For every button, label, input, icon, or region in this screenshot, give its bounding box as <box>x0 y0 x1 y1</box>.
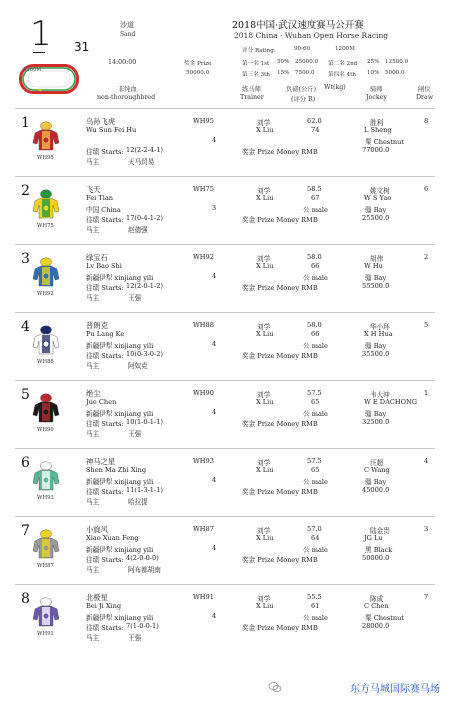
jockey-silks-icon <box>32 529 60 559</box>
trainer-en: X Liu <box>256 126 274 134</box>
starts-record: 11(1-3-1-1) <box>126 486 163 494</box>
entry-row <box>0 453 450 521</box>
entry-row <box>0 521 450 589</box>
prize-4th-label: 第四名 4th <box>328 72 356 78</box>
horse-code: WH93 <box>37 495 54 501</box>
entry-count: 4 <box>212 272 217 280</box>
weight-kg: 62.0 <box>307 117 322 125</box>
horse-name-en: Lv Bao Shi <box>86 262 122 270</box>
entry-row <box>0 317 450 385</box>
owner-name: 王强 <box>128 430 142 438</box>
horse-code-secondary: WH93 <box>193 457 214 465</box>
prize-3rd-amount: 7500.0 <box>295 70 315 76</box>
jockey-en: JG Lu <box>364 534 383 542</box>
owner-label: 马主 <box>86 566 100 574</box>
watermark-text: 东方马城国际赛马场 <box>350 684 440 695</box>
prize-total: 50000.0 <box>186 70 210 76</box>
jockey-en: C Chen <box>364 602 389 610</box>
trainer-cn: 刘学 <box>257 527 271 535</box>
entry-divider <box>15 176 435 177</box>
prize-money-amount: 50000.0 <box>362 554 390 562</box>
entry-row <box>0 589 450 657</box>
jockey-en: L Sheng <box>364 126 392 134</box>
entry-row <box>0 249 450 317</box>
jockey-en: W E DACHONG <box>364 398 418 406</box>
rating-value: 66 <box>311 262 320 270</box>
horse-number: 7 <box>21 523 30 539</box>
trainer-en: X Liu <box>256 262 274 270</box>
trainer-cn: 刘学 <box>257 459 271 467</box>
horse-origin: 新疆伊犁 xinjiang yili <box>86 342 154 350</box>
starts-label: 往绩 Starts: <box>86 284 124 292</box>
draw-number: 4 <box>424 457 429 465</box>
entry-divider <box>15 584 435 585</box>
trainer-cn: 刘学 <box>257 119 271 127</box>
owner-name: 哈拉提 <box>128 498 148 506</box>
horse-code: WH75 <box>37 223 54 229</box>
owner-label: 马主 <box>86 158 100 166</box>
trainer-en: X Liu <box>256 398 274 406</box>
owner-label: 马主 <box>86 362 100 370</box>
horse-name-cn: 普朗克 <box>86 321 108 330</box>
prize-2nd-pct: 25% <box>367 59 380 65</box>
trainer-en: X Liu <box>256 602 274 610</box>
jockey-en: W S Yao <box>364 194 392 202</box>
trainer-cn: 刘学 <box>257 187 271 195</box>
col-weight-en: (评分 R) <box>291 96 316 103</box>
starts-record: 12(2-0-1-2) <box>126 282 163 290</box>
prize-2nd-amount: 12500.0 <box>385 59 409 65</box>
horse-sex: 公 male <box>303 546 328 554</box>
jockey-cn: 华小环 <box>370 323 390 331</box>
surface-cn: 沙道 <box>120 21 134 29</box>
horse-code: WH87 <box>37 563 54 569</box>
horse-code-secondary: WH87 <box>193 525 214 533</box>
col-trainer-cn: 练马师 <box>242 86 261 93</box>
horse-name-cn: 北极星 <box>86 593 108 602</box>
trainer-en: X Liu <box>256 466 274 474</box>
jockey-silks-icon <box>32 189 60 219</box>
starts-label: 往绩 Starts: <box>86 352 124 360</box>
breed-en: non-thoroughbred <box>97 94 156 101</box>
draw-number: 1 <box>424 389 429 397</box>
jockey-cn: 汪超 <box>370 459 384 467</box>
owner-label: 马主 <box>86 430 100 438</box>
col-weight-cn: 负磅(公斤) <box>286 86 317 93</box>
race-number-secondary: 31 <box>74 40 90 54</box>
prize-money-amount: 77000.0 <box>362 146 390 154</box>
rating-value: 67 <box>311 194 320 202</box>
entry-divider <box>15 516 435 517</box>
horse-number: 6 <box>21 455 30 471</box>
jockey-en: W Hu <box>364 262 383 270</box>
jockey-cn: 韦大冲 <box>370 391 390 399</box>
horse-origin: 新疆伊犁 xinjiang yili <box>86 478 154 486</box>
horse-origin: 新疆伊犁 xinjiang yili <box>86 614 154 622</box>
race-title-cn: 2018中国·武汉速度赛马公开赛 <box>232 20 364 31</box>
starts-label: 往绩 Starts: <box>86 488 124 496</box>
race-time: 14:00:00 <box>108 59 137 66</box>
prize-money-amount: 32500.0 <box>362 418 390 426</box>
col-draw-cn: 闸位 <box>418 86 431 93</box>
entry-divider <box>15 380 435 381</box>
horse-name-en: Fei Tian <box>86 194 114 202</box>
horse-sex: 公 male <box>303 274 328 282</box>
entry-count: 4 <box>212 612 217 620</box>
prize-money-label: 奖金 Prize Money RMB <box>242 216 318 224</box>
horse-code: WH90 <box>37 427 54 433</box>
entry-row <box>0 385 450 453</box>
prize-money-label: 奖金 Prize Money RMB <box>242 488 318 496</box>
horse-number: 3 <box>21 251 30 267</box>
starts-label: 往绩 Starts: <box>86 148 124 156</box>
rating-value: 65 <box>311 398 320 406</box>
horse-code: WH95 <box>37 155 54 161</box>
starts-label: 往绩 Starts: <box>86 420 124 428</box>
horse-name-en: Shen Ma Zhi Xing <box>86 466 147 474</box>
entry-count: 4 <box>212 408 217 416</box>
entry-divider <box>15 108 435 109</box>
entry-row <box>0 113 450 181</box>
horse-origin: 中国 China <box>86 206 121 214</box>
owner-name: 赵德强 <box>128 226 148 234</box>
jockey-en: X H Hua <box>364 330 393 338</box>
horse-code-secondary: WH91 <box>193 593 214 601</box>
horse-origin: 新疆伊犁 xinjiang yili <box>86 274 154 282</box>
owner-name: 王强 <box>128 634 142 642</box>
horse-origin: 新疆伊犁 xinjiang yili <box>86 546 154 554</box>
prize-money-label: 奖金 Prize Money RMB <box>242 352 318 360</box>
prize-money-label: 奖金 Prize Money RMB <box>242 556 318 564</box>
starts-record: 17(0-4-1-2) <box>126 214 163 222</box>
col-jockey-cn: 骑师 <box>370 86 383 93</box>
breed-cn: 非纯血 <box>118 86 137 93</box>
trainer-en: X Liu <box>256 534 274 542</box>
jockey-silks-icon <box>32 257 60 287</box>
horse-name-en: Xiao Xuan Feng <box>86 534 139 542</box>
owner-label: 马主 <box>86 226 100 234</box>
prize-2nd-label: 第二名 2nd <box>328 61 358 67</box>
race-title-en: 2018 China · Wuhan Open Horse Racing <box>234 31 389 40</box>
prize-money-label: 奖金 Prize Money RMB <box>242 420 318 428</box>
trainer-cn: 刘学 <box>257 595 271 603</box>
rating-value: 64 <box>311 534 320 542</box>
starts-record: 10(0-3-0-2) <box>126 350 163 358</box>
horse-color: 骝 Bay <box>365 410 387 418</box>
starts-label: 往绩 Starts: <box>86 624 124 632</box>
prize-4th-pct: 10% <box>367 70 380 76</box>
race-number: 1 <box>30 14 52 54</box>
col-weight-unit: Wt(kg) <box>324 84 346 91</box>
horse-name-en: Pu Lang Ke <box>86 330 125 338</box>
weight-kg: 58.0 <box>307 253 322 261</box>
horse-name-cn: 飞天 <box>86 185 101 194</box>
surface-en: Sand <box>120 31 136 38</box>
horse-code-secondary: WH92 <box>193 253 214 261</box>
jockey-silks-icon <box>32 121 60 151</box>
horse-code-secondary: WH88 <box>193 321 214 329</box>
prize-money-amount: 55500.0 <box>362 282 390 290</box>
starts-record: 4(2-0-0-0) <box>126 554 159 562</box>
trainer-en: X Liu <box>256 194 274 202</box>
race-distance: 1200M <box>335 46 355 52</box>
track-distance-label: 1200M <box>23 67 42 73</box>
weight-kg: 58.5 <box>307 185 322 193</box>
horse-code: WH91 <box>37 631 54 637</box>
horse-name-cn: 神马之星 <box>86 457 116 466</box>
jockey-silks-icon <box>32 461 60 491</box>
draw-number: 5 <box>424 321 429 329</box>
starts-record: 7(1-0-0-1) <box>126 622 159 630</box>
horse-sex: 公 male <box>303 206 328 214</box>
prize-money-label: 奖金 Prize Money RMB <box>242 624 318 632</box>
wechat-logo-icon <box>268 680 282 694</box>
draw-number: 2 <box>424 253 429 261</box>
owner-label: 马主 <box>86 498 100 506</box>
jockey-silks-icon <box>32 597 60 627</box>
jockey-cn: 陈成 <box>370 595 384 603</box>
horse-name-cn: 小旋风 <box>86 525 108 534</box>
entry-divider <box>15 244 435 245</box>
entry-row <box>0 181 450 249</box>
rating-value: 65 <box>311 466 320 474</box>
horse-name-en: Jue Chen <box>86 398 117 406</box>
prize-label: 奖金 Prize <box>184 61 212 67</box>
horse-number: 4 <box>21 319 30 335</box>
owner-label: 马主 <box>86 634 100 642</box>
horse-color: 骝 Bay <box>365 206 387 214</box>
horse-name-cn: 绝尘 <box>86 389 101 398</box>
entry-count: 4 <box>212 476 217 484</box>
owner-name: 天马贸易 <box>128 158 155 166</box>
horse-color: 黑 Black <box>365 546 393 554</box>
col-draw-en: Draw <box>416 94 434 101</box>
prize-money-amount: 35500.0 <box>362 350 390 358</box>
trainer-cn: 刘学 <box>257 391 271 399</box>
entry-count: 3 <box>212 204 217 212</box>
entry-divider <box>15 448 435 449</box>
prize-money-amount: 45000.0 <box>362 486 390 494</box>
rating-range: 90-60 <box>294 46 311 52</box>
divider-mark <box>33 52 45 53</box>
horse-sex: 公 male <box>303 614 328 622</box>
prize-money-label: 奖金 Prize Money RMB <box>242 148 318 156</box>
col-jockey-en: Jockey <box>366 94 387 101</box>
horse-color: 栗 Chestnut <box>365 614 405 622</box>
horse-color: 骝 Bay <box>365 478 387 486</box>
owner-name: 阿奴克 <box>128 362 148 370</box>
starts-record: 12(2-2-4-1) <box>126 146 163 154</box>
jockey-cn: 姚文树 <box>370 187 390 195</box>
trainer-cn: 刘学 <box>257 255 271 263</box>
prize-money-label: 奖金 Prize Money RMB <box>242 284 318 292</box>
entry-count: 4 <box>212 136 217 144</box>
starts-label: 往绩 Starts: <box>86 556 124 564</box>
horse-number: 8 <box>21 591 30 607</box>
prize-1st-amount: 25000.0 <box>295 59 319 65</box>
owner-name: 阿布都胡南 <box>128 566 161 574</box>
horse-color: 骝 Bay <box>365 342 387 350</box>
entry-count: 4 <box>212 544 217 552</box>
draw-number: 8 <box>424 117 429 125</box>
prize-1st-pct: 50% <box>277 59 290 65</box>
weight-kg: 58.0 <box>307 321 322 329</box>
jockey-en: C Wang <box>364 466 390 474</box>
rating-value: 61 <box>311 602 320 610</box>
rating-label: 评分 Rating: <box>242 48 276 54</box>
prize-1st-label: 第一名 1st <box>242 61 270 67</box>
owner-name: 王强 <box>128 294 142 302</box>
weight-kg: 57.0 <box>307 525 322 533</box>
horse-code-secondary: WH95 <box>193 117 214 125</box>
draw-number: 3 <box>424 525 429 533</box>
trainer-en: X Liu <box>256 330 274 338</box>
rating-value: 74 <box>311 126 320 134</box>
horse-code-secondary: WH90 <box>193 389 214 397</box>
horse-sex: 公 male <box>303 342 328 350</box>
rating-value: 66 <box>311 330 320 338</box>
weight-kg: 55.5 <box>307 593 322 601</box>
horse-code-secondary: WH75 <box>193 185 214 193</box>
prize-money-amount: 28000.0 <box>362 622 390 630</box>
weight-kg: 57.5 <box>307 389 322 397</box>
prize-money-amount: 25500.0 <box>362 214 390 222</box>
horse-code: WH88 <box>37 359 54 365</box>
trainer-cn: 刘学 <box>257 323 271 331</box>
starts-label: 往绩 Starts: <box>86 216 124 224</box>
jockey-silks-icon <box>32 325 60 355</box>
prize-4th-amount: 5000.0 <box>385 70 405 76</box>
horse-number: 2 <box>21 183 30 199</box>
horse-color: 栗 Chestnut <box>365 138 405 146</box>
jockey-cn: 胜利 <box>370 119 384 127</box>
horse-code: WH92 <box>37 291 54 297</box>
starts-record: 10(1-0-1-1) <box>126 418 163 426</box>
horse-sex: 公 male <box>303 478 328 486</box>
horse-color: 骝 Bay <box>365 274 387 282</box>
horse-number: 5 <box>21 387 30 403</box>
horse-name-cn: 绿宝石 <box>86 253 108 262</box>
prize-3rd-label: 第三名 3th <box>242 72 270 78</box>
horse-sex: 公 male <box>303 410 328 418</box>
horse-origin: 新疆伊犁 xinjiang yili <box>86 410 154 418</box>
draw-number: 6 <box>424 185 429 193</box>
jockey-cn: 胡伟 <box>370 255 384 263</box>
horse-name-en: Wu Sun Fei Hu <box>86 126 137 134</box>
jockey-silks-icon <box>32 393 60 423</box>
prize-3rd-pct: 15% <box>277 70 290 76</box>
weight-kg: 57.5 <box>307 457 322 465</box>
entry-count: 4 <box>212 340 217 348</box>
owner-label: 马主 <box>86 294 100 302</box>
col-trainer-en: Trainer <box>240 94 264 101</box>
jockey-cn: 陆金贵 <box>370 527 390 535</box>
horse-name-en: Bei Ji Xing <box>86 602 122 610</box>
entry-divider <box>15 312 435 313</box>
horse-name-cn: 乌孙飞虎 <box>86 117 116 126</box>
draw-number: 7 <box>424 593 429 601</box>
horse-number: 1 <box>21 115 30 131</box>
